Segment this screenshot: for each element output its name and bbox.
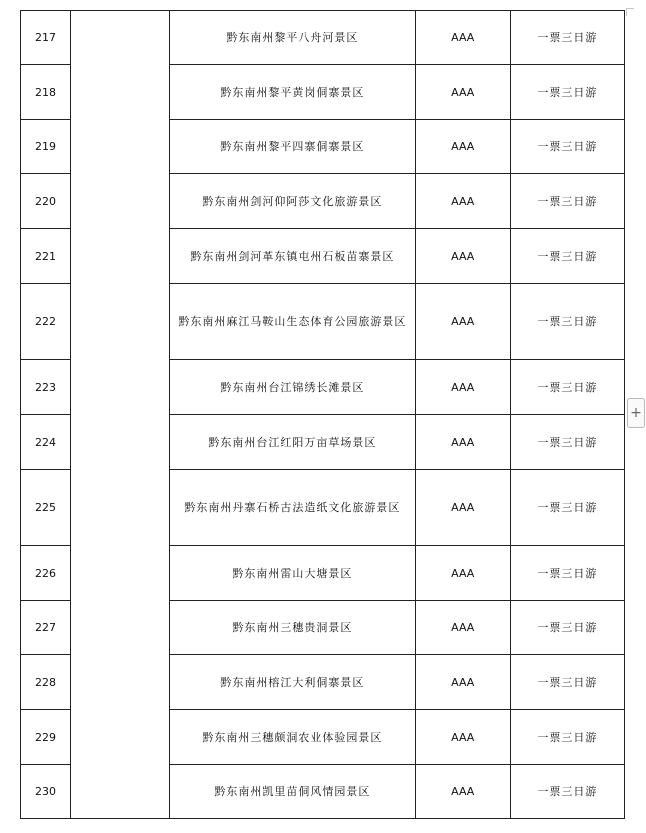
row-number: 226 [21, 546, 71, 601]
scenic-spot-name: 黔东南州凯里苗侗风情园景区 [170, 765, 415, 819]
scenic-grade: AAA [415, 710, 510, 765]
row-number: 220 [21, 174, 71, 229]
scenic-grade: AAA [415, 546, 510, 601]
scenic-grade: AAA [415, 360, 510, 415]
scenic-grade: AAA [415, 120, 510, 174]
scenic-spot-name: 黔东南州三穗颇洞农业体验园景区 [170, 710, 415, 765]
ticket-offer: 一票三日游 [510, 765, 624, 819]
scenic-grade: AAA [415, 11, 510, 65]
scenic-grade: AAA [415, 415, 510, 470]
row-number: 222 [21, 284, 71, 360]
scenic-spot-name: 黔东南州剑河革东镇屯州石板苗寨景区 [170, 229, 415, 284]
margin-corner-mark [626, 8, 627, 16]
scenic-spot-name: 黔东南州剑河仰阿莎文化旅游景区 [170, 174, 415, 229]
row-number: 224 [21, 415, 71, 470]
scenic-spot-name: 黔东南州三穗贵洞景区 [170, 601, 415, 655]
row-number: 230 [21, 765, 71, 819]
row-number: 217 [21, 11, 71, 65]
ticket-offer: 一票三日游 [510, 415, 624, 470]
scenic-spot-name: 黔东南州麻江马鞍山生态体育公园旅游景区 [170, 284, 415, 360]
merged-region-cell [71, 11, 170, 819]
scenic-spot-name: 黔东南州黎平黄岗侗寨景区 [170, 65, 415, 120]
ticket-offer: 一票三日游 [510, 710, 624, 765]
scenic-spot-name: 黔东南州台江锦绣长滩景区 [170, 360, 415, 415]
row-number: 225 [21, 470, 71, 546]
table-row [21, 11, 625, 65]
scenic-spot-name: 黔东南州黎平八舟河景区 [170, 11, 415, 65]
scenic-spot-name: 黔东南州台江红阳万亩草场景区 [170, 415, 415, 470]
scenic-grade: AAA [415, 284, 510, 360]
scenic-spot-name: 黔东南州榕江大利侗寨景区 [170, 655, 415, 710]
ticket-offer: 一票三日游 [510, 120, 624, 174]
scenic-grade: AAA [415, 174, 510, 229]
ticket-offer: 一票三日游 [510, 174, 624, 229]
ticket-offer: 一票三日游 [510, 601, 624, 655]
ticket-offer: 一票三日游 [510, 11, 624, 65]
scenic-spot-name: 黔东南州黎平四寨侗寨景区 [170, 120, 415, 174]
scenic-grade: AAA [415, 601, 510, 655]
scenic-grade: AAA [415, 655, 510, 710]
ticket-offer: 一票三日游 [510, 655, 624, 710]
scenic-grade: AAA [415, 229, 510, 284]
ticket-offer: 一票三日游 [510, 65, 624, 120]
ticket-offer: 一票三日游 [510, 470, 624, 546]
plus-icon: + [630, 405, 642, 421]
scenic-spot-name: 黔东南州丹寨石桥古法造纸文化旅游景区 [170, 470, 415, 546]
row-number: 221 [21, 229, 71, 284]
scenic-grade: AAA [415, 765, 510, 819]
row-number: 219 [21, 120, 71, 174]
row-number: 218 [21, 65, 71, 120]
ticket-offer: 一票三日游 [510, 360, 624, 415]
scenic-spot-table [20, 10, 625, 819]
row-number: 228 [21, 655, 71, 710]
add-row-expander-button[interactable] [627, 398, 645, 428]
row-number: 223 [21, 360, 71, 415]
row-number: 227 [21, 601, 71, 655]
row-number: 229 [21, 710, 71, 765]
scenic-grade: AAA [415, 470, 510, 546]
ticket-offer: 一票三日游 [510, 546, 624, 601]
ticket-offer: 一票三日游 [510, 284, 624, 360]
scenic-spot-name: 黔东南州雷山大塘景区 [170, 546, 415, 601]
scenic-grade: AAA [415, 65, 510, 120]
margin-corner-mark [626, 8, 634, 9]
ticket-offer: 一票三日游 [510, 229, 624, 284]
